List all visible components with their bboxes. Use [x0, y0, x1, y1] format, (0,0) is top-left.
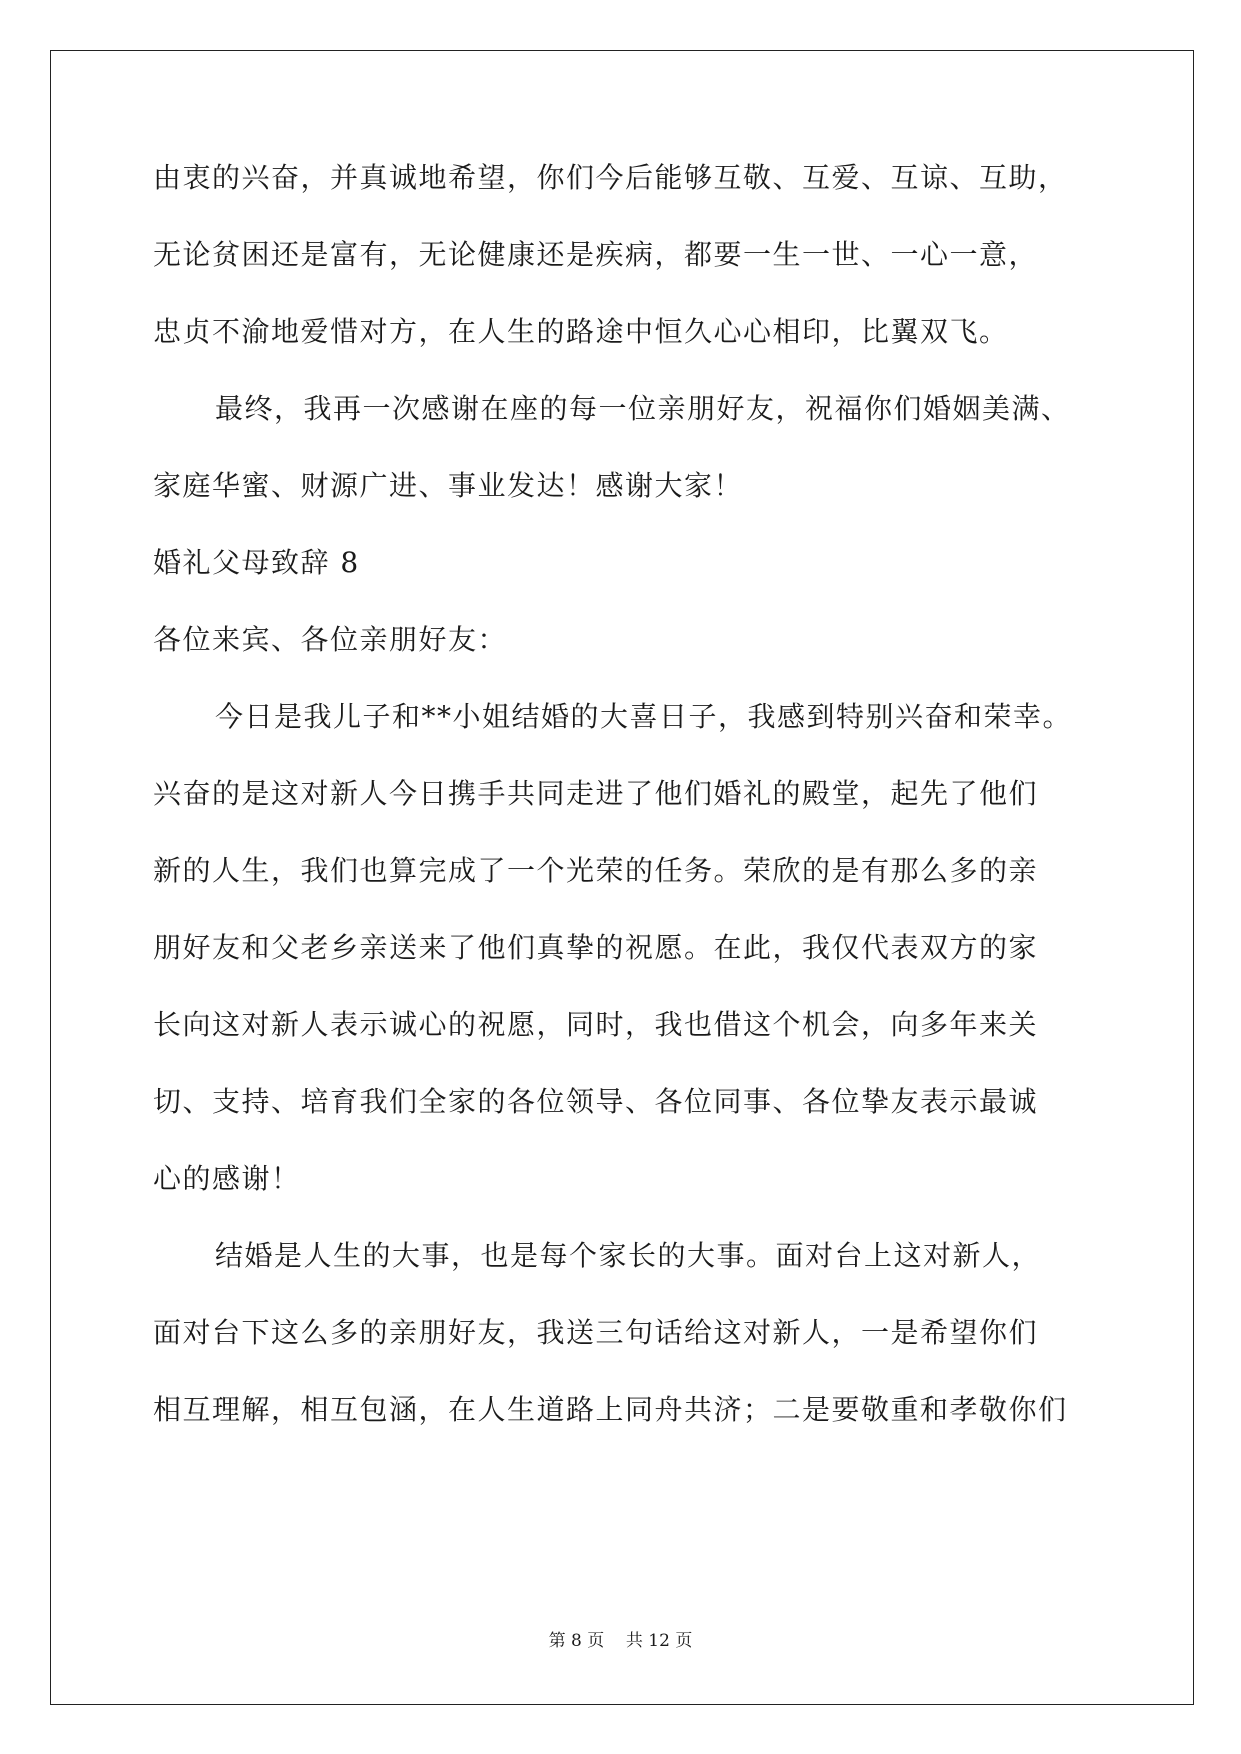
text-line: 无论贫困还是富有，无论健康还是疾病，都要一生一世、一心一意， [153, 238, 1039, 271]
text-line: 新的人生，我们也算完成了一个光荣的任务。荣欣的是有那么多的亲 [153, 854, 1039, 887]
text-line: 长向这对新人表示诚心的祝愿，同时，我也借这个机会，向多年来关 [153, 1008, 1039, 1041]
text-line: 相互理解，相互包涵，在人生道路上同舟共济；二是要敬重和孝敬你们 [153, 1393, 1068, 1426]
text-line: 朋好友和父老乡亲送来了他们真挚的祝愿。在此，我仅代表双方的家 [153, 931, 1039, 964]
text-line: 由衷的兴奋，并真诚地希望，你们今后能够互敬、互爱、互谅、互助， [153, 161, 1068, 194]
text-line: 心的感谢！ [153, 1162, 301, 1195]
salutation: 各位来宾、各位亲朋好友： [153, 623, 508, 656]
document-body [153, 158, 1093, 1467]
text-line: 面对台下这么多的亲朋好友，我送三句话给这对新人，一是希望你们 [153, 1316, 1039, 1349]
section-heading: 婚礼父母致辞 8 [153, 546, 360, 579]
text-line: 切、支持、培育我们全家的各位领导、各位同事、各位挚友表示最诚 [153, 1085, 1039, 1118]
text-line: 忠贞不渝地爱惜对方，在人生的路途中恒久心心相印，比翼双飞。 [153, 315, 1009, 348]
text-line: 今日是我儿子和**小姐结婚的大喜日子，我感到特别兴奋和荣幸。 [215, 700, 1073, 733]
text-line: 兴奋的是这对新人今日携手共同走进了他们婚礼的殿堂，起先了他们 [153, 777, 1039, 810]
text-line: 结婚是人生的大事，也是每个家长的大事。面对台上这对新人， [215, 1239, 1042, 1272]
page-number-footer: 第 8 页 共 12 页 [548, 1631, 693, 1651]
text-line: 家庭华蜜、财源广进、事业发达！感谢大家！ [153, 469, 744, 502]
text-line: 最终，我再一次感谢在座的每一位亲朋好友，祝福你们婚姻美满、 [215, 392, 1071, 425]
